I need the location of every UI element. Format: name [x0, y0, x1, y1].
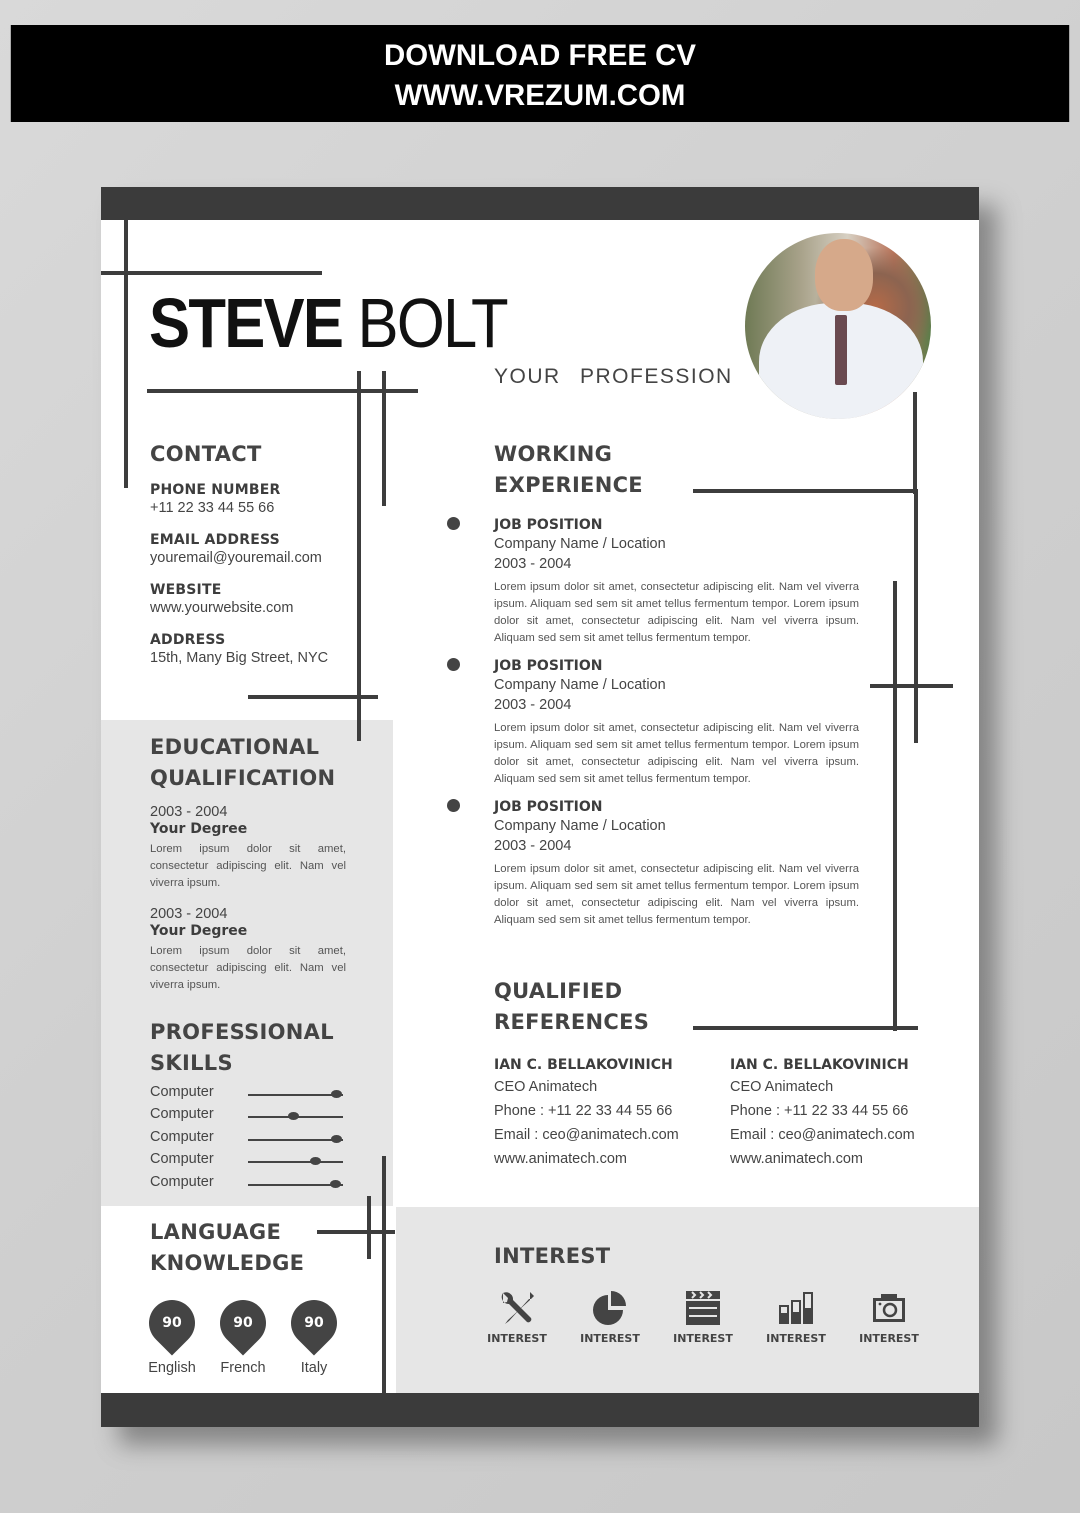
clapperboard-icon — [683, 1290, 723, 1326]
language-item — [284, 1300, 344, 1376]
download-banner — [11, 25, 1069, 122]
job-years: 2003 - 2004 — [494, 697, 572, 713]
reference-phone: Phone : +11 22 33 44 55 66 — [730, 1103, 909, 1119]
reference-name: IAN C. BELLAKOVINICH — [730, 1057, 909, 1073]
skill-track — [248, 1094, 343, 1096]
website-value[interactable]: www.yourwebsite.com — [150, 600, 294, 616]
banner-title: DOWNLOAD FREE CV — [384, 39, 696, 72]
experience-heading-line2: EXPERIENCE — [494, 473, 643, 497]
email-label: EMAIL ADDRESS — [150, 532, 280, 548]
language-name: Italy — [300, 1360, 328, 1376]
resume-page — [101, 187, 979, 1427]
reference-role: CEO Animatech — [494, 1079, 598, 1095]
skill-track — [248, 1139, 343, 1141]
camera-icon — [869, 1290, 909, 1326]
education-years: 2003 - 2004 — [150, 804, 228, 820]
education-desc: Lorem ipsum dolor sit amet, consectetur adipiscing elit. Nam vel viverra ipsum. — [150, 843, 346, 889]
bullet-icon — [447, 517, 460, 530]
references-heading-line1: QUALIFIED — [494, 979, 623, 1003]
references-heading — [494, 976, 649, 1038]
bullet-icon — [447, 658, 460, 671]
references-heading-line2: REFERENCES — [494, 1010, 650, 1034]
interest-item — [853, 1290, 925, 1345]
contact-heading: CONTACT — [150, 442, 262, 466]
top-bar — [101, 187, 979, 220]
photo-head — [815, 239, 873, 311]
job-item — [494, 798, 859, 929]
reference-website[interactable]: www.animatech.com — [730, 1151, 863, 1167]
job-years: 2003 - 2004 — [494, 838, 572, 854]
skill-level-knob — [310, 1157, 321, 1165]
job-desc: Lorem ipsum dolor sit amet, consectetur adipiscing elit. Nam vel viverra ipsum. Aliquam sed sem sit amet tellus fermentum tempor. Lorem ipsum dolor sit amet, consectetur adipiscing elit. Nam vel viverra ipsum. Aliquam sed sem sit amet tellus fermentum tempor. — [494, 863, 859, 926]
skill-level-knob — [331, 1135, 342, 1143]
profession: YOUR PROFESSION — [494, 365, 733, 388]
language-item — [142, 1300, 202, 1376]
website-label: WEBSITE — [150, 582, 222, 598]
job-desc: Lorem ipsum dolor sit amet, consectetur adipiscing elit. Nam vel viverra ipsum. Aliquam sed sem sit amet tellus fermentum tempor. Lorem ipsum dolor sit amet, consectetur adipiscing elit. Nam vel viverra ipsum. Aliquam sed sem sit amet tellus fermentum tempor. — [494, 581, 859, 644]
deco-line — [693, 489, 917, 493]
skill-row — [150, 1129, 346, 1149]
experience-heading — [494, 439, 643, 501]
skill-name: Computer — [150, 1129, 214, 1145]
education-heading-line1: EDUCATIONAL — [150, 735, 320, 759]
education-years: 2003 - 2004 — [150, 906, 228, 922]
reference-email[interactable]: Email : ceo@animatech.com — [494, 1127, 679, 1143]
job-desc: Lorem ipsum dolor sit amet, consectetur adipiscing elit. Nam vel viverra ipsum. Aliquam sed sem sit amet tellus fermentum tempor. Lorem ipsum dolor sit amet, consectetur adipiscing elit. Nam vel viverra ipsum. Aliquam sed sem sit amet tellus fermentum tempor. — [494, 722, 859, 785]
deco-line — [317, 1230, 395, 1234]
language-heading-line2: KNOWLEDGE — [150, 1251, 305, 1275]
skills-heading — [150, 1017, 334, 1079]
interest-label: INTEREST — [487, 1332, 547, 1345]
interest-label: INTEREST — [580, 1332, 640, 1345]
first-name: STEVE — [149, 284, 343, 362]
interest-label: INTEREST — [859, 1332, 919, 1345]
skills-heading-line1: PROFESSIONAL — [150, 1020, 334, 1044]
full-name — [149, 283, 507, 363]
job-company: Company Name / Location — [494, 818, 666, 834]
language-score-pin-icon — [210, 1290, 275, 1355]
phone-value: +11 22 33 44 55 66 — [150, 500, 275, 516]
skill-level-knob — [330, 1180, 341, 1188]
deco-line — [248, 695, 378, 699]
job-title: JOB POSITION — [494, 799, 603, 815]
skill-track — [248, 1161, 343, 1163]
address-label: ADDRESS — [150, 632, 226, 648]
interest-item — [667, 1290, 739, 1345]
reference-phone: Phone : +11 22 33 44 55 66 — [494, 1103, 673, 1119]
deco-line — [893, 581, 897, 1031]
education-item — [150, 804, 346, 892]
last-name: BOLT — [357, 284, 507, 362]
interest-heading: INTEREST — [494, 1244, 611, 1268]
deco-line — [382, 371, 386, 506]
language-score-pin-icon — [139, 1290, 204, 1355]
language-score-pin-icon — [281, 1290, 346, 1355]
skill-row — [150, 1151, 346, 1171]
language-heading-line1: LANGUAGE — [150, 1220, 282, 1244]
interest-label: INTEREST — [673, 1332, 733, 1345]
skill-name: Computer — [150, 1151, 214, 1167]
bullet-icon — [447, 799, 460, 812]
interest-label: INTEREST — [766, 1332, 826, 1345]
deco-line — [147, 389, 418, 393]
deco-line — [101, 271, 322, 275]
education-degree: Your Degree — [150, 923, 248, 939]
interest-item — [481, 1290, 553, 1345]
skill-level-knob — [288, 1112, 299, 1120]
skill-row — [150, 1174, 346, 1194]
job-item — [494, 657, 859, 788]
job-title: JOB POSITION — [494, 658, 603, 674]
tools-icon — [497, 1290, 537, 1326]
education-heading — [150, 732, 335, 794]
profile-photo — [745, 233, 931, 419]
photo-tie — [835, 315, 847, 385]
deco-line — [357, 371, 361, 741]
skill-track — [248, 1184, 343, 1186]
job-company: Company Name / Location — [494, 677, 666, 693]
email-value[interactable]: youremail@youremail.com — [150, 550, 322, 566]
deco-line — [914, 489, 918, 743]
deco-line — [693, 1026, 918, 1030]
phone-label: PHONE NUMBER — [150, 482, 281, 498]
deco-line — [870, 684, 953, 688]
skill-name: Computer — [150, 1106, 214, 1122]
deco-line — [367, 1196, 371, 1259]
banner-url: WWW.VREZUM.COM — [394, 79, 686, 112]
deco-line — [382, 1156, 386, 1393]
reference-email[interactable]: Email : ceo@animatech.com — [730, 1127, 915, 1143]
address-value: 15th, Many Big Street, NYC — [150, 650, 329, 666]
education-item — [150, 906, 346, 994]
reference-item — [730, 1055, 960, 1171]
skill-row — [150, 1106, 346, 1126]
skills-heading-line2: SKILLS — [150, 1051, 233, 1075]
interest-item — [760, 1290, 832, 1345]
interest-item — [574, 1290, 646, 1345]
education-degree: Your Degree — [150, 821, 248, 837]
deco-line — [124, 220, 128, 488]
language-score: 90 — [162, 1315, 182, 1331]
education-heading-line2: QUALIFICATION — [150, 766, 336, 790]
language-heading — [150, 1217, 304, 1279]
bottom-bar — [101, 1393, 979, 1427]
language-score: 90 — [233, 1315, 253, 1331]
job-company: Company Name / Location — [494, 536, 666, 552]
skill-name: Computer — [150, 1174, 214, 1190]
language-name: French — [220, 1360, 266, 1376]
job-title: JOB POSITION — [494, 517, 603, 533]
reference-name: IAN C. BELLAKOVINICH — [494, 1057, 673, 1073]
language-item — [213, 1300, 273, 1376]
bar-chart-icon — [776, 1290, 816, 1326]
skill-name: Computer — [150, 1084, 214, 1100]
experience-heading-line1: WORKING — [494, 442, 613, 466]
job-item — [494, 516, 859, 647]
pie-chart-icon — [590, 1290, 630, 1326]
reference-website[interactable]: www.animatech.com — [494, 1151, 627, 1167]
language-score: 90 — [304, 1315, 324, 1331]
education-desc: Lorem ipsum dolor sit amet, consectetur adipiscing elit. Nam vel viverra ipsum. — [150, 945, 346, 991]
skill-row — [150, 1084, 346, 1104]
skill-level-knob — [331, 1090, 342, 1098]
reference-role: CEO Animatech — [730, 1079, 834, 1095]
job-years: 2003 - 2004 — [494, 556, 572, 572]
reference-item — [494, 1055, 724, 1171]
language-name: English — [148, 1360, 196, 1376]
